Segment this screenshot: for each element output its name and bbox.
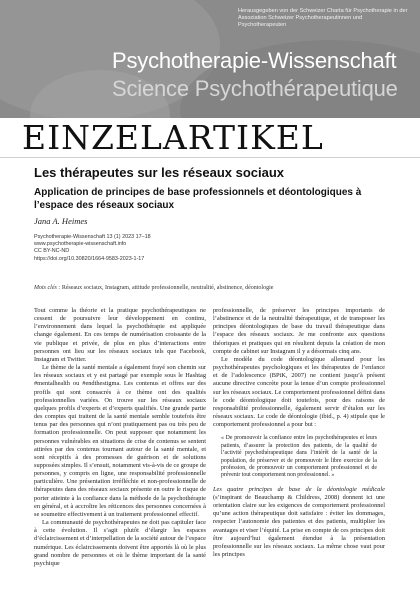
body-column-right [213,307,385,559]
publisher-note: Herausgegeben von der Schweizer Charta für Psychotherapie in der Assoziation Schweizer Psychotherapeutinnen und Psychotherapeuten [238,8,408,28]
citation-issue: Psychotherapie-Wissenschaft 13 (1) 2023 17–18 [34,234,151,240]
section-banner [0,118,420,158]
body-column-left [34,307,206,568]
body-paragraph [213,486,385,559]
body-paragraph: Le thème de la santé mentale a également frayé son chemin sur les réseaux sociaux et y est partagé par exemple sous le Hashtag #mentalhealth ou #endthestigma. Les contenus et offres sur des profils qui sont consacrés à ce thème ont des qualités professionnelles variées. On trouve sur les réseaux sociaux quelques profils d’experts et d’experts qualifiés. Une grande partie des comptes qui traitent de la santé mentale semble toutefois être tenus par des personnes qui n’ont pratiquement pas ou très peu de formation professionnelle. On peut supposer que notamment les personnes vulnérables en situations de crise de contenus se sentent attirées par des contenus tournant autour de la santé mentale, et sont récepitfs à des promesses de guérison et de solutions supposées simples. Il s’ensuit, notamment vis-à-vis de ce groupe de personnes, y compris en ligne, une responsabilité professionnelle particulière. Une présentation irréfléchie et non-professionnelle de thérapeutes dans des réseaux sociaux présente en outre le risque de porter atteinte à la confiance dans la méthode de la psychothérapie en général, et à accroître les réticences des personnes concernées à se soumettre effectivement à un traitement professionnel effectif. [34,364,206,518]
principles-text: (s’inspirant de Beauchamp & Childress, 2008) donnent ici une orientation claire sur les exigences de comportement professionnel qu’une action thérapeutique doit satisfaire : éviter les dommages, respecter l’autonomie des patientes et des patients, multiplier les avantages et viser l’équité. La prise en compte de ces principes doit être aujourd’hui également étendue à la présentation professionnelle sur les réseaux sociaux. La même chose vaut pour les principes [213,493,385,559]
keywords-line [34,284,394,292]
journal-title-german: Psychotherapie-Wissenschaft [112,48,397,73]
article-subtitle: Application de principes de base professionnels et déontologiques à l’espace des réseaux sociaux [34,187,362,211]
body-paragraph: Tout comme la théorie et la pratique psychothérapeutiques ne cessent de poursuivre leur développement en continu, l’environnement dans lequel la psychothérapie est appliquée change également. En ces temps de numérisation croissante de la vie publique et privée, de plus en plus d’interactions entre personnes ont lieu sur les réseaux sociaux tels que Facebook, Instagram et Twitter. [34,307,206,363]
article-author: Jana A. Heimes [34,216,88,226]
journal-title-french: Science Psychothérapeutique [112,76,398,101]
body-paragraph: Le modèle du code déontologique allemand pour les psychothérapeutes psychologiques et les thérapeutes de l’enfance et de l’adolescence (BPtK, 2007) ne contient jusqu’à présent aucune directive concrète pour la tenue d’un compte professionnel sur les réseaux sociaux. Le comportement professionnel défini dans le code déontologique doit toutefois, pour des raisons de responsabilité professionnelle, également servir d’étalon sur les réseaux sociaux. Le code de déontologie (ibid., p. 4) stipule que le comportement professionnel a pour but : [213,355,385,429]
code-quote: « De promouvoir la confiance entre les psychothérapeutes et leurs patients, d’assurer la protection des patients, de la qualité de l’activité psychothérapeutique dans l’intérêt de la santé de la population, de préserver et de promouvoir le libre exercice de la profession, de promouvoir un comportement professionnel et de prévenir tout comportement non professionnel. » [221,435,377,479]
principles-emphasis: Les quatre principes de base de la déontologie médicale [213,485,385,493]
section-label: EINZELARTIKEL [22,118,324,157]
citation-doi[interactable]: https://doi.org/10.30820/1664-9583-2023-1-17 [34,255,145,262]
citation-url[interactable]: www.psychotherapie-wissenschaft.info [34,241,127,248]
citation-license: CC BY-NC-ND [34,248,70,255]
citation-block [34,234,294,263]
body-paragraph: professionnelle, de préserver les principes importants de l’abstinence et de la neutralité thérapeutique, et de transposer les principes déontologiques de base du travail thérapeutique dans l’espace des réseaux sociaux. Je me confronte aux questions théoriques et pratiques qui en résultent depuis la création de mon compte de cabinet sur Instagram il y a désormais cinq ans. [213,307,385,355]
body-paragraph: La communauté de psychothérapeutes ne doit pas capituler face à cette évolution. Il s’agit plutôt d’élargir les espaces d’éclaircissement et d’interpellation de la société autour de l’espace numérique. Les éclaircissements doivent être apportés là où le plus grand nombre de personnes et où le thème important de la santé psychique [34,519,206,567]
article-title: Les thérapeutes sur les réseaux sociaux [34,165,285,180]
keywords-text: Réseaux sociaux, Instagram, attitude professionnelle, neutralité, abstinence, déontologie [61,285,274,291]
journal-masthead [0,0,420,118]
keywords-label: Mots clés : [34,285,61,291]
